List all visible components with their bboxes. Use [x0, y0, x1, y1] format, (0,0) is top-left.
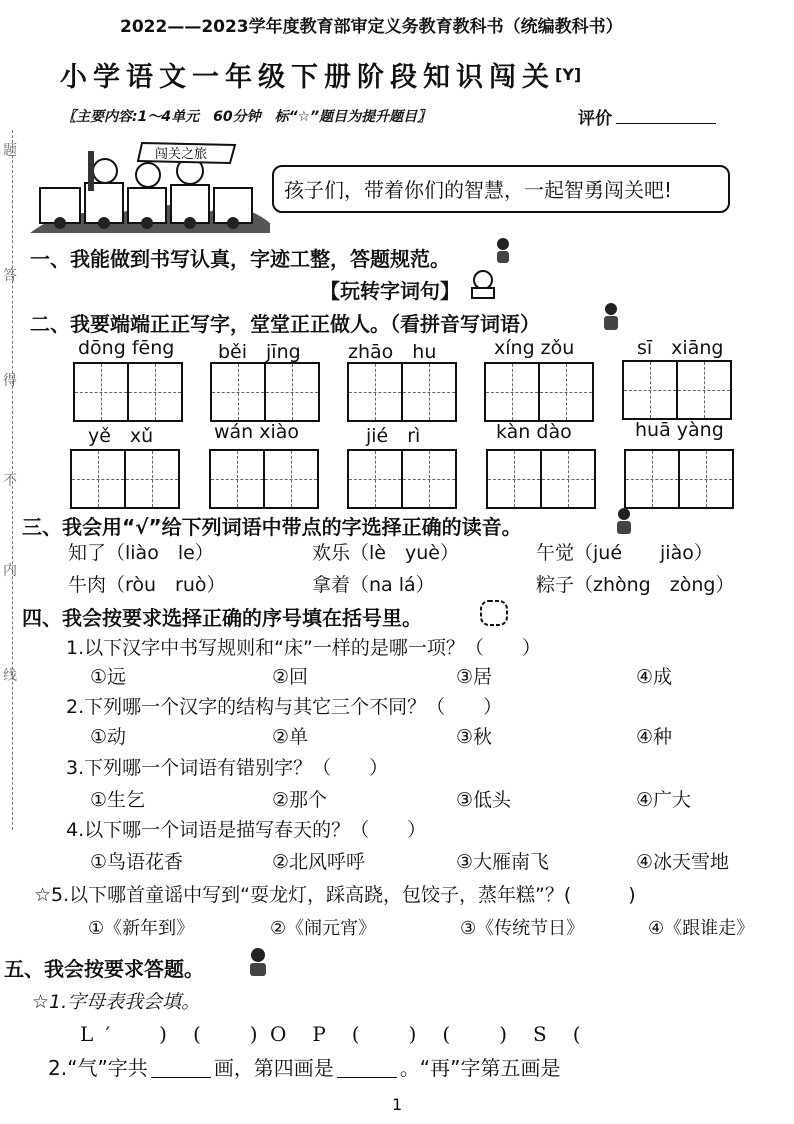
pinyin-label: kàn dào — [496, 421, 572, 443]
pinyin-label: yě xǔ — [88, 425, 154, 447]
side-char: 题 — [3, 143, 17, 159]
wheel — [98, 217, 110, 229]
fourth-stroke-blank[interactable] — [337, 1059, 397, 1078]
reading-item[interactable]: 知了（liào le） — [68, 542, 214, 564]
wheel — [54, 217, 66, 229]
option[interactable]: ③居 — [456, 666, 493, 688]
option[interactable]: ③《传统节日》 — [460, 918, 585, 939]
option[interactable]: ③秋 — [456, 726, 493, 748]
section1-title: 一、我能做到书写认真，字迹工整，答题规范。 — [30, 247, 450, 271]
side-char: 得 — [3, 373, 17, 389]
side-char: 不 — [3, 473, 17, 489]
evaluation-blank[interactable] — [616, 107, 716, 124]
child-writing-icon — [598, 300, 624, 332]
option[interactable]: ②那个 — [272, 789, 328, 811]
option[interactable]: ①《新年到》 — [88, 918, 195, 939]
q1-text: ☆1.字母表我会填。 — [32, 991, 201, 1013]
pinyin-label: huā yàng — [635, 419, 724, 441]
tianzige-box[interactable] — [347, 362, 457, 422]
option[interactable]: ②单 — [272, 726, 309, 748]
main-title-text: 小学语文一年级下册阶段知识闯关 — [60, 62, 555, 93]
pinyin-label: zhāo hu — [348, 341, 437, 363]
option[interactable]: ④成 — [636, 666, 673, 688]
reading-item[interactable]: 欢乐（lè yuè） — [312, 542, 459, 564]
option[interactable]: ④种 — [636, 726, 673, 748]
child-icon — [612, 505, 636, 535]
option[interactable]: ②《闹元宵》 — [270, 918, 377, 939]
reading-item[interactable]: 牛肉（ròu ruò） — [68, 574, 226, 596]
page-number: 1 — [392, 1095, 403, 1114]
tianzige-box[interactable] — [210, 362, 320, 422]
q2-text-a: 2.“气”字共 — [48, 1056, 148, 1080]
top-title: 2022——2023学年度教育部审定义务教育教科书（统编教科书） — [120, 17, 623, 37]
option[interactable]: ④冰天雪地 — [636, 851, 730, 873]
puzzle-icon — [478, 598, 510, 628]
evaluation-text: 评价 — [578, 109, 612, 129]
stroke-count-blank[interactable] — [151, 1059, 211, 1078]
question-text: 1.以下汉字中书写规则和“床”一样的是哪一项？（ ） — [66, 637, 541, 659]
reading-item[interactable]: 午觉（jué jiào） — [536, 542, 713, 564]
question-text: 2.下列哪一个汉字的结构与其它三个不同？（ ） — [66, 696, 503, 718]
wheel — [227, 217, 239, 229]
pinyin-label: sī xiāng — [637, 337, 724, 359]
child-reading-icon — [466, 268, 500, 300]
tianzige-box[interactable] — [486, 449, 596, 509]
question-text: ☆5.以下哪首童谣中写到“耍龙灯，踩高跷，包饺子，蒸年糕”？( ) — [34, 884, 636, 906]
animal-head-1 — [93, 159, 117, 183]
child-icon — [492, 236, 514, 264]
reading-item[interactable]: 粽子（zhòng zòng） — [536, 574, 735, 596]
q2-text-b: 画，第四画是 — [213, 1056, 334, 1080]
option[interactable]: ①生乞 — [90, 789, 146, 811]
sign-text: 闯关之旅 — [155, 147, 208, 162]
option[interactable]: ③低头 — [456, 789, 512, 811]
wheel — [141, 217, 153, 229]
title-tag: [Y] — [555, 65, 582, 84]
tianzige-box[interactable] — [209, 449, 319, 509]
cartoon-train-illustration — [30, 133, 270, 233]
pinyin-label: dōng fēng — [78, 337, 175, 359]
option[interactable]: ①动 — [90, 726, 127, 748]
animal-head-2 — [136, 163, 160, 187]
meta-line: 〖主要内容:1～4单元 60分钟 标“☆”题目为提升题目〗 — [62, 109, 432, 125]
option[interactable]: ④广大 — [636, 789, 692, 811]
tianzige-box[interactable] — [70, 449, 180, 509]
tianzige-box[interactable] — [347, 449, 457, 509]
tianzige-box[interactable] — [624, 449, 734, 509]
reading-item[interactable]: 拿着（na lá） — [312, 574, 435, 596]
q2-line — [48, 1052, 561, 1081]
child-thinking-icon — [244, 944, 272, 978]
side-char: 线 — [3, 668, 17, 684]
message-text: 孩子们，带着你们的智慧，一起智勇闯关吧! — [284, 178, 673, 202]
evaluation-label — [578, 104, 716, 129]
side-char: 答 — [3, 268, 17, 284]
tianzige-box[interactable] — [484, 362, 594, 422]
option[interactable]: ④《跟谁走》 — [648, 918, 755, 939]
option[interactable]: ①远 — [90, 666, 127, 688]
tianzige-box[interactable] — [73, 362, 183, 422]
subheading: 【玩转字词句】 — [320, 279, 460, 303]
wheel — [184, 217, 196, 229]
section4-title: 四、我会按要求选择正确的序号填在括号里。 — [22, 606, 422, 630]
alphabet-line[interactable]: L ′ ) ( ) O P ( ) ( ) S ( — [80, 1022, 584, 1046]
pinyin-label: xíng zǒu — [494, 337, 575, 359]
pinyin-label: jié rì — [366, 425, 421, 447]
option[interactable]: ①鸟语花香 — [90, 851, 184, 873]
section2-title: 二、我要端端正正写字，堂堂正正做人。（看拼音写词语） — [30, 312, 540, 336]
section3-title: 三、我会用“√”给下列词语中带点的字选择正确的读音。 — [22, 515, 522, 539]
question-text: 4.以下哪一个词语是描写春天的？（ ） — [66, 819, 427, 841]
giraffe-neck — [88, 151, 94, 191]
pinyin-label: běi jīng — [218, 341, 301, 363]
question-text: 3.下列哪一个词语有错别字？（ ） — [66, 757, 389, 779]
option[interactable]: ②北风呼呼 — [272, 851, 366, 873]
side-char: 内 — [3, 563, 17, 579]
option[interactable]: ③大雁南飞 — [456, 851, 550, 873]
tianzige-box[interactable] — [622, 360, 732, 420]
q2-text-c: 。“再”字第五画是 — [399, 1056, 561, 1080]
section5-title: 五、我会按要求答题。 — [4, 957, 204, 981]
main-title — [60, 55, 581, 94]
pinyin-label: wán xiào — [214, 421, 300, 443]
option[interactable]: ②回 — [272, 666, 309, 688]
